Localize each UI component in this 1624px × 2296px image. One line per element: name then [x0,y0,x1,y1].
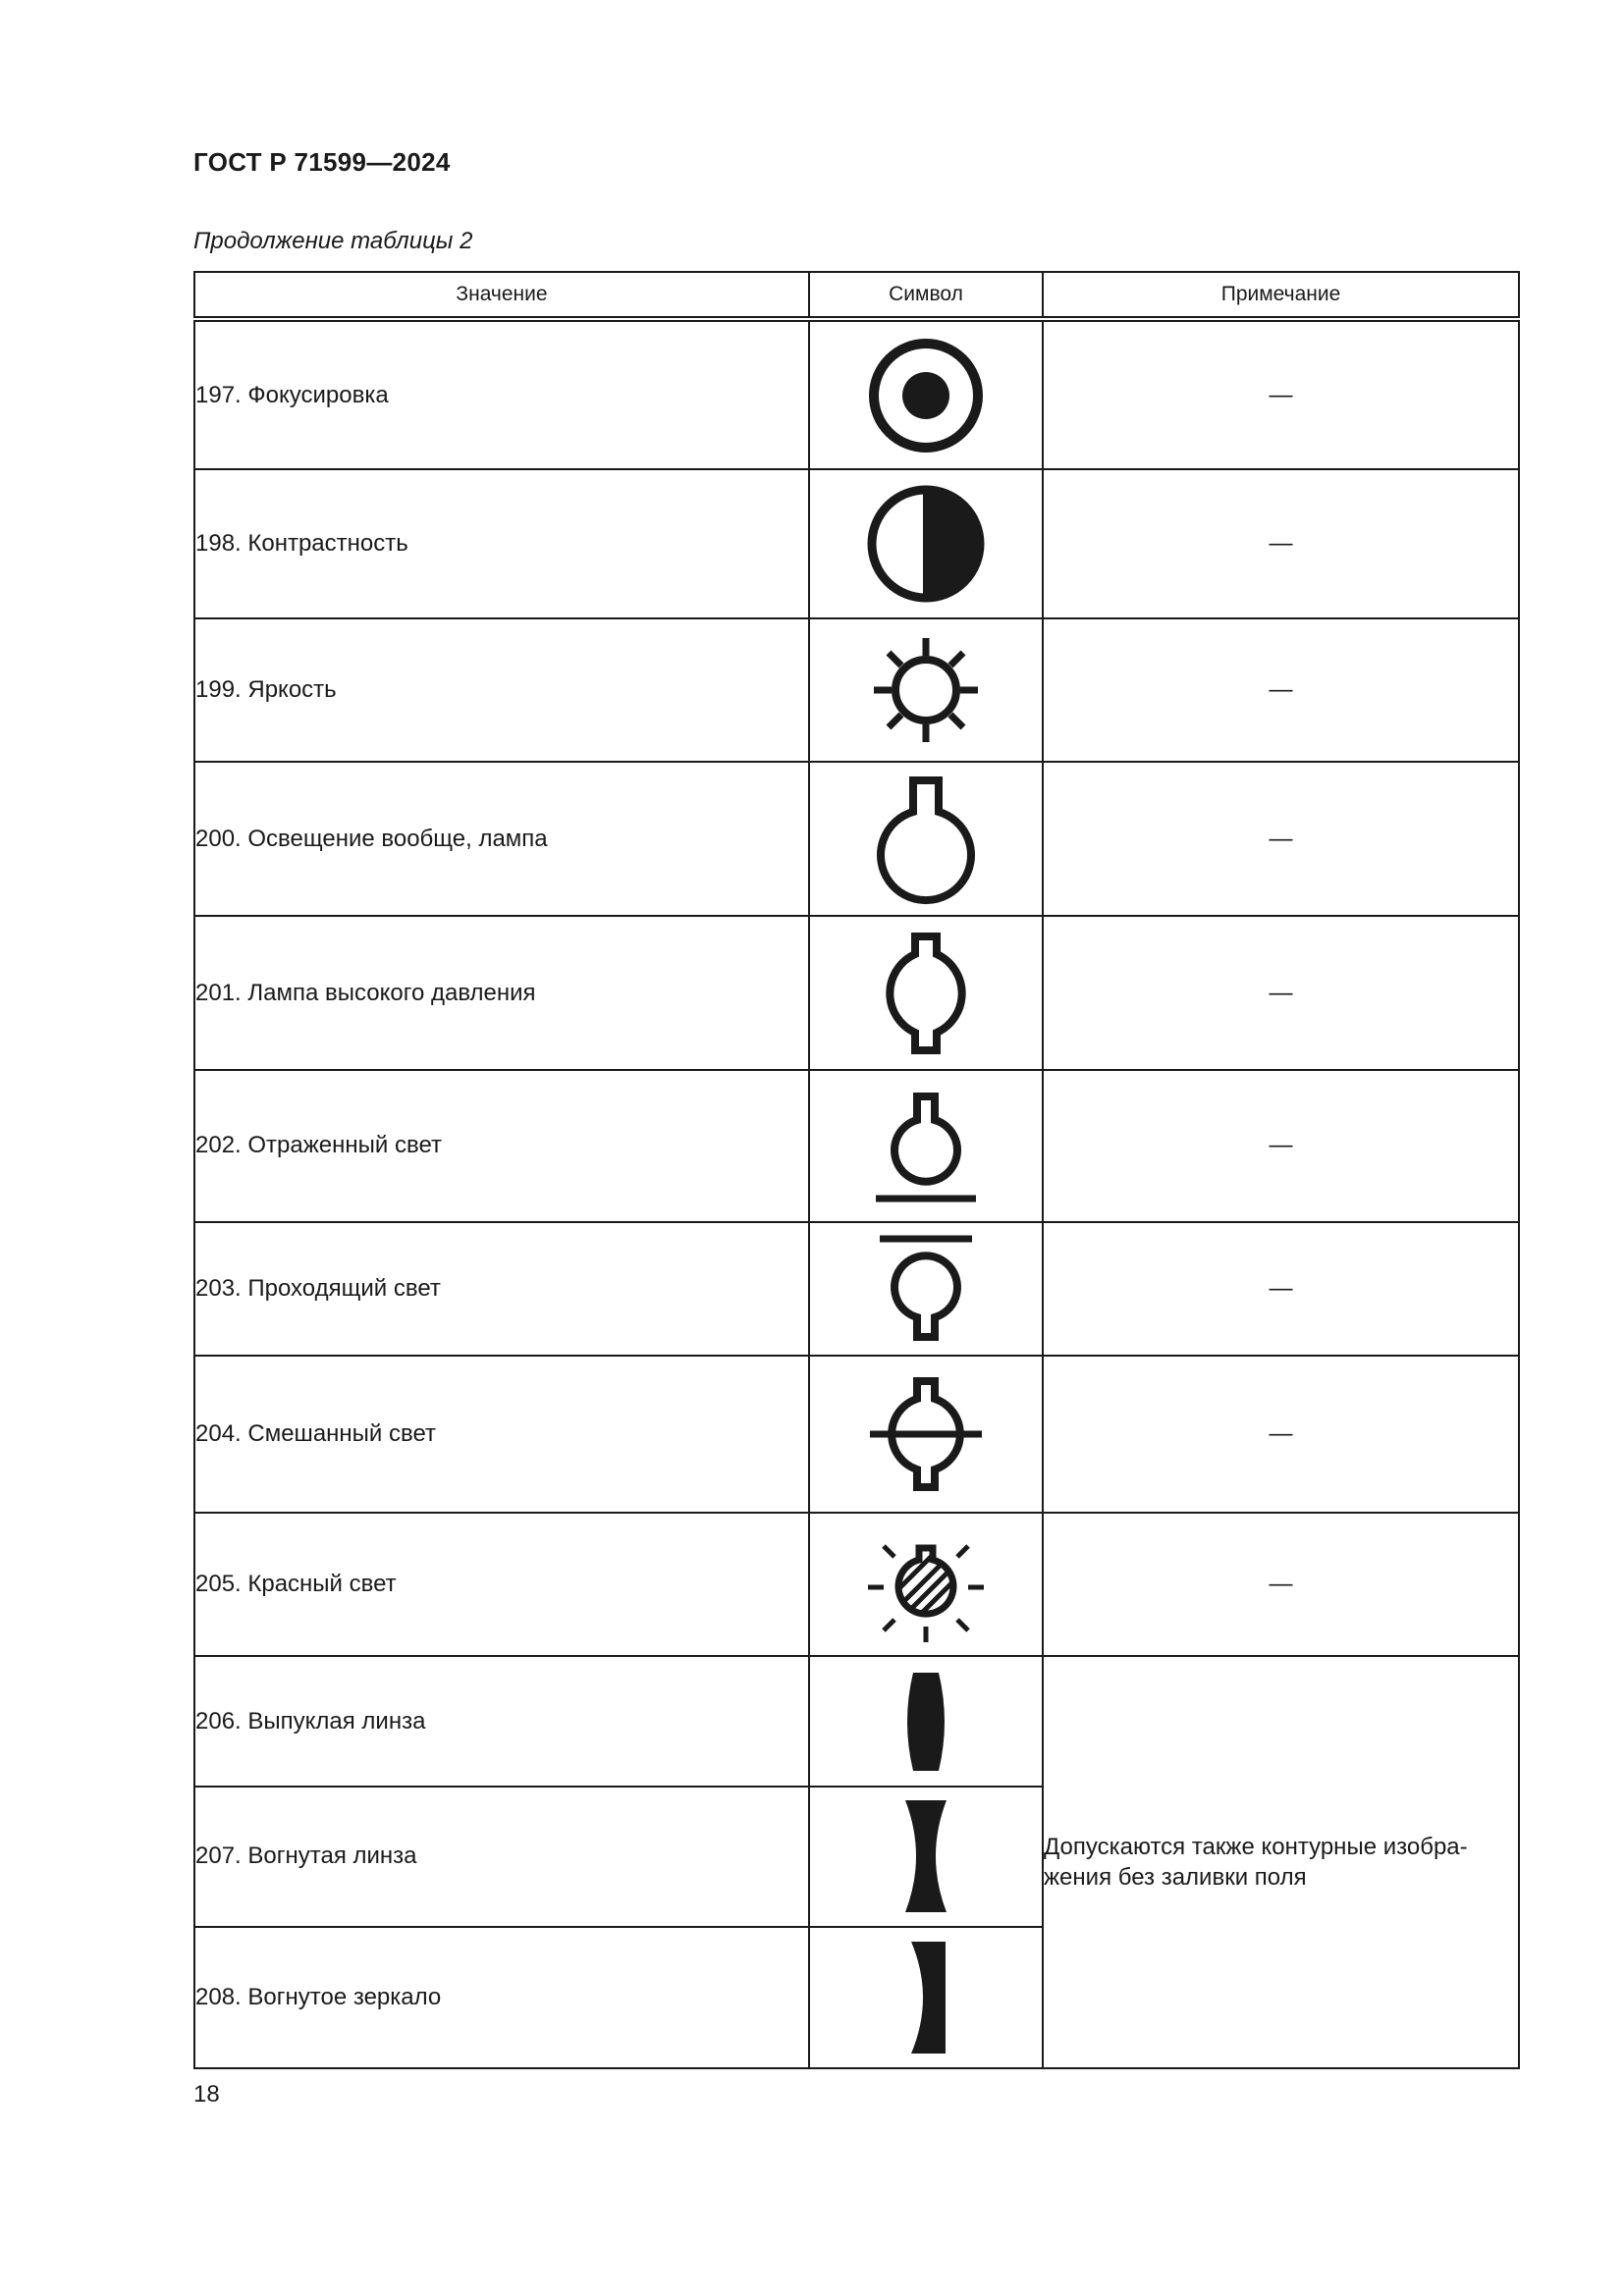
table-row [194,469,1519,617]
row-note: — [1043,1356,1519,1512]
reflected-light-icon [862,1077,990,1214]
row-note: — [1043,916,1519,1069]
table-header-row [194,272,1519,319]
row-label: 208. Вогнутое зеркало [194,1927,809,2068]
table-row [194,916,1519,1069]
column-header-symbol: Символ [809,272,1043,319]
contrast-icon [862,480,990,608]
row-note: — [1043,469,1519,617]
concave-mirror-icon [862,1934,990,2061]
table-row [194,1656,1519,1787]
row-label: 197. Фокусировка [194,319,809,469]
table-row [194,1070,1519,1222]
high-pressure-lamp-icon [862,925,990,1062]
lamp-icon [862,771,990,908]
brightness-icon [862,626,990,754]
table-row [194,1222,1519,1356]
focus-icon [862,332,990,459]
row-label: 201. Лампа высокого давления [194,916,809,1069]
table-row [194,618,1519,762]
row-label: 200. Освещение вообще, лампа [194,762,809,916]
row-label: 206. Выпуклая линза [194,1656,809,1787]
column-header-note: Примечание [1043,272,1519,319]
symbols-table [193,271,1520,2069]
row-label: 207. Вогнутая линза [194,1787,809,1926]
row-note: — [1043,319,1519,469]
document-code: ГОСТ Р 71599—2024 [193,147,451,177]
table-row [194,1513,1519,1656]
table-caption: Продолжение таблицы 2 [193,228,473,254]
table-row [194,319,1519,469]
mixed-light-icon [862,1365,990,1503]
table-row [194,1356,1519,1512]
table-row [194,762,1519,916]
row-note: — [1043,618,1519,762]
transmitted-light-icon [862,1227,990,1351]
row-label: 205. Красный свет [194,1513,809,1656]
merged-note: Допускаются также контурные изобра-жения без заливки поля [1043,1656,1519,2068]
page-number: 18 [193,2081,220,2108]
row-label: 198. Контрастность [194,469,809,617]
concave-lens-icon [862,1792,990,1920]
row-note: — [1043,1513,1519,1656]
row-note: — [1043,1070,1519,1222]
row-note: — [1043,1222,1519,1356]
row-label: 202. Отраженный свет [194,1070,809,1222]
row-note: — [1043,762,1519,916]
row-label: 199. Яркость [194,618,809,762]
row-label: 204. Смешанный свет [194,1356,809,1512]
red-light-icon [862,1521,990,1648]
row-label: 203. Проходящий свет [194,1222,809,1356]
column-header-value: Значение [194,272,809,319]
convex-lens-icon [862,1663,990,1781]
